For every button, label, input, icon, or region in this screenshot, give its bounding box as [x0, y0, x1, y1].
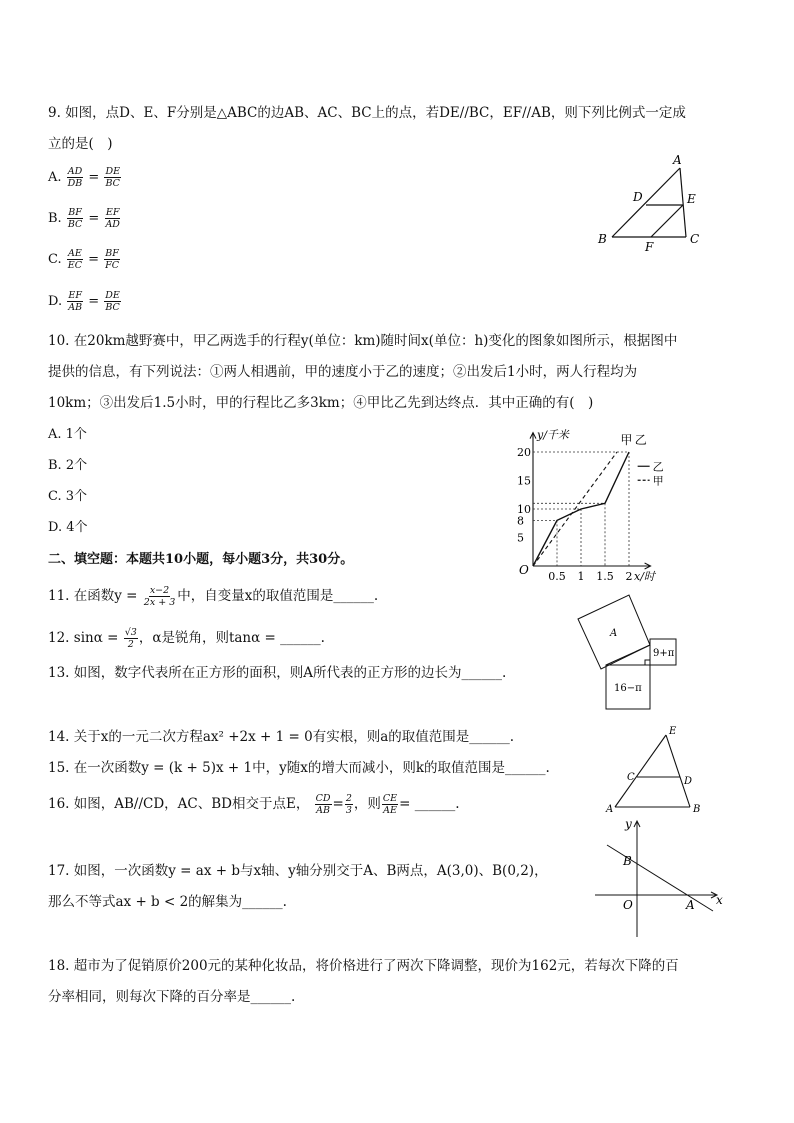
q15-stem: 15. 在一次函数y = (k + 5)x + 1中，y随x的增大而减小，则k的取值范围是______. — [48, 760, 550, 776]
q13-squares-figure — [570, 590, 695, 725]
q12-stem: 12. sinα = $\frac{√3}{2}$ ，α是锐角，则tanα = ______. — [48, 627, 325, 650]
q9-stem-line1: 9. 如图，点D、E、F分别是△ABC的边AB、AC、BC上的点，若DE//BC，EF//AB，则下列比例式一定成 — [48, 105, 686, 121]
q10-option-d[interactable]: D. 4个 — [48, 520, 88, 535]
top-label-yi: 乙 — [634, 433, 647, 447]
q10-option-c[interactable]: C. 3个 — [48, 489, 88, 504]
q17-label-y: y — [625, 817, 632, 831]
series-line-yi — [533, 452, 629, 566]
q18-stem-line2: 分率相同，则每次下降的百分率是______. — [48, 989, 296, 1005]
q13-stem: 13. 如图，数字代表所在正方形的面积，则A所代表的正方形的边长为______. — [48, 665, 507, 681]
q9-label-c: C — [690, 232, 700, 246]
q11-stem: 11. 在函数y = $\frac{x-2}{2x + 3}$ 中，自变量x的取值范围是______. — [48, 585, 379, 608]
q16-triangle-figure — [600, 722, 710, 814]
y-tick-label: 8 — [517, 514, 524, 528]
y-tick-label: 20 — [517, 446, 531, 459]
q10-stem-line1: 10. 在20km越野赛中，甲乙两选手的行程y(单位：km)随时间x(单位：h)变化的图象如图所示，根据图中 — [48, 333, 678, 349]
y-tick-label: 10 — [517, 503, 531, 516]
q16-stem: 16. 如图，AB//CD，AC、BD相交于点E， $\frac{CD}{AB}$ = $\frac{2}{3}$ ，则 $\frac{CE}{AE}$ = ______. — [48, 793, 460, 816]
top-label-jia: 甲 — [620, 433, 633, 447]
q17-stem-line1: 17. 如图，一次函数y = ax + b与x轴、y轴分别交于A、B两点，A(3,0)、B(0,2)， — [48, 863, 548, 879]
q9-label-f: F — [645, 240, 654, 254]
q9-option-d[interactable]: D. $\frac{EF}{AB}$ = $\frac{DE}{BC}$ — [48, 290, 120, 313]
q9-label-d: D — [633, 190, 643, 204]
q13-label-b: 9+π — [653, 648, 675, 659]
legend-label: 乙 — [652, 460, 664, 474]
q16-label-c: C — [627, 772, 635, 783]
q17-label-a: A — [686, 898, 695, 912]
origin-label: O — [519, 563, 529, 577]
legend-label: 甲 — [652, 474, 664, 488]
q9-option-a[interactable]: A. $\frac{AD}{DB}$ = $\frac{DE}{BC}$ — [48, 166, 121, 189]
y-tick-label: 15 — [517, 474, 531, 488]
q13-label-a: A — [610, 628, 618, 639]
q10-option-b[interactable]: B. 2个 — [48, 458, 88, 473]
q17-coordinate-figure — [595, 815, 730, 940]
section2-heading: 二、填空题：本题共10小题，每小题3分，共30分。 — [48, 552, 354, 567]
q17-label-x: x — [716, 893, 723, 907]
q9-label-b: B — [598, 232, 607, 246]
q10-option-a[interactable]: A. 1个 — [48, 427, 87, 442]
q9-label-a: A — [673, 153, 682, 167]
q17-label-o: O — [623, 898, 633, 912]
y-axis-label: y/千米 — [537, 428, 569, 442]
x-axis-label: x/时 — [634, 570, 655, 583]
x-tick-label: 2 — [625, 570, 633, 583]
q17-stem-line2: 那么不等式ax + b < 2的解集为______. — [48, 894, 287, 910]
q9-option-b[interactable]: B. $\frac{BF}{BC}$ = $\frac{EF}{AD}$ — [48, 207, 120, 230]
x-tick-label: 0.5 — [548, 570, 566, 583]
q17-label-b: B — [623, 854, 632, 868]
q13-label-c: 16−π — [614, 683, 642, 694]
q16-label-d: D — [684, 776, 693, 787]
q16-label-e: E — [669, 726, 677, 737]
q9-option-c[interactable]: C. $\frac{AE}{EC}$ = $\frac{BF}{FC}$ — [48, 248, 120, 271]
q16-label-b: B — [693, 804, 701, 815]
q10-line-chart — [505, 420, 675, 585]
q10-stem-line2: 提供的信息，有下列说法：①两人相遇前，甲的速度小于乙的速度；②出发后1小时，两人行程均为 — [48, 364, 638, 380]
q9-triangle-figure — [590, 150, 710, 255]
q14-stem: 14. 关于x的一元二次方程ax² +2x + 1 = 0有实根，则a的取值范围是______. — [48, 729, 515, 745]
q10-stem-line3: 10km；③出发后1.5小时，甲的行程比乙多3km；④甲比乙先到达终点．其中正确的有( ) — [48, 395, 594, 411]
q18-stem-line1: 18. 超市为了促销原价200元的某种化妆品，将价格进行了两次下降调整，现价为162元，若每次下降的百 — [48, 958, 679, 974]
x-tick-label: 1.5 — [596, 570, 614, 583]
q9-label-e: E — [687, 192, 696, 206]
q9-stem-line2: 立的是( ) — [48, 136, 113, 152]
x-tick-label: 1 — [577, 570, 585, 583]
q16-label-a: A — [606, 804, 614, 815]
y-tick-label: 5 — [517, 531, 524, 545]
